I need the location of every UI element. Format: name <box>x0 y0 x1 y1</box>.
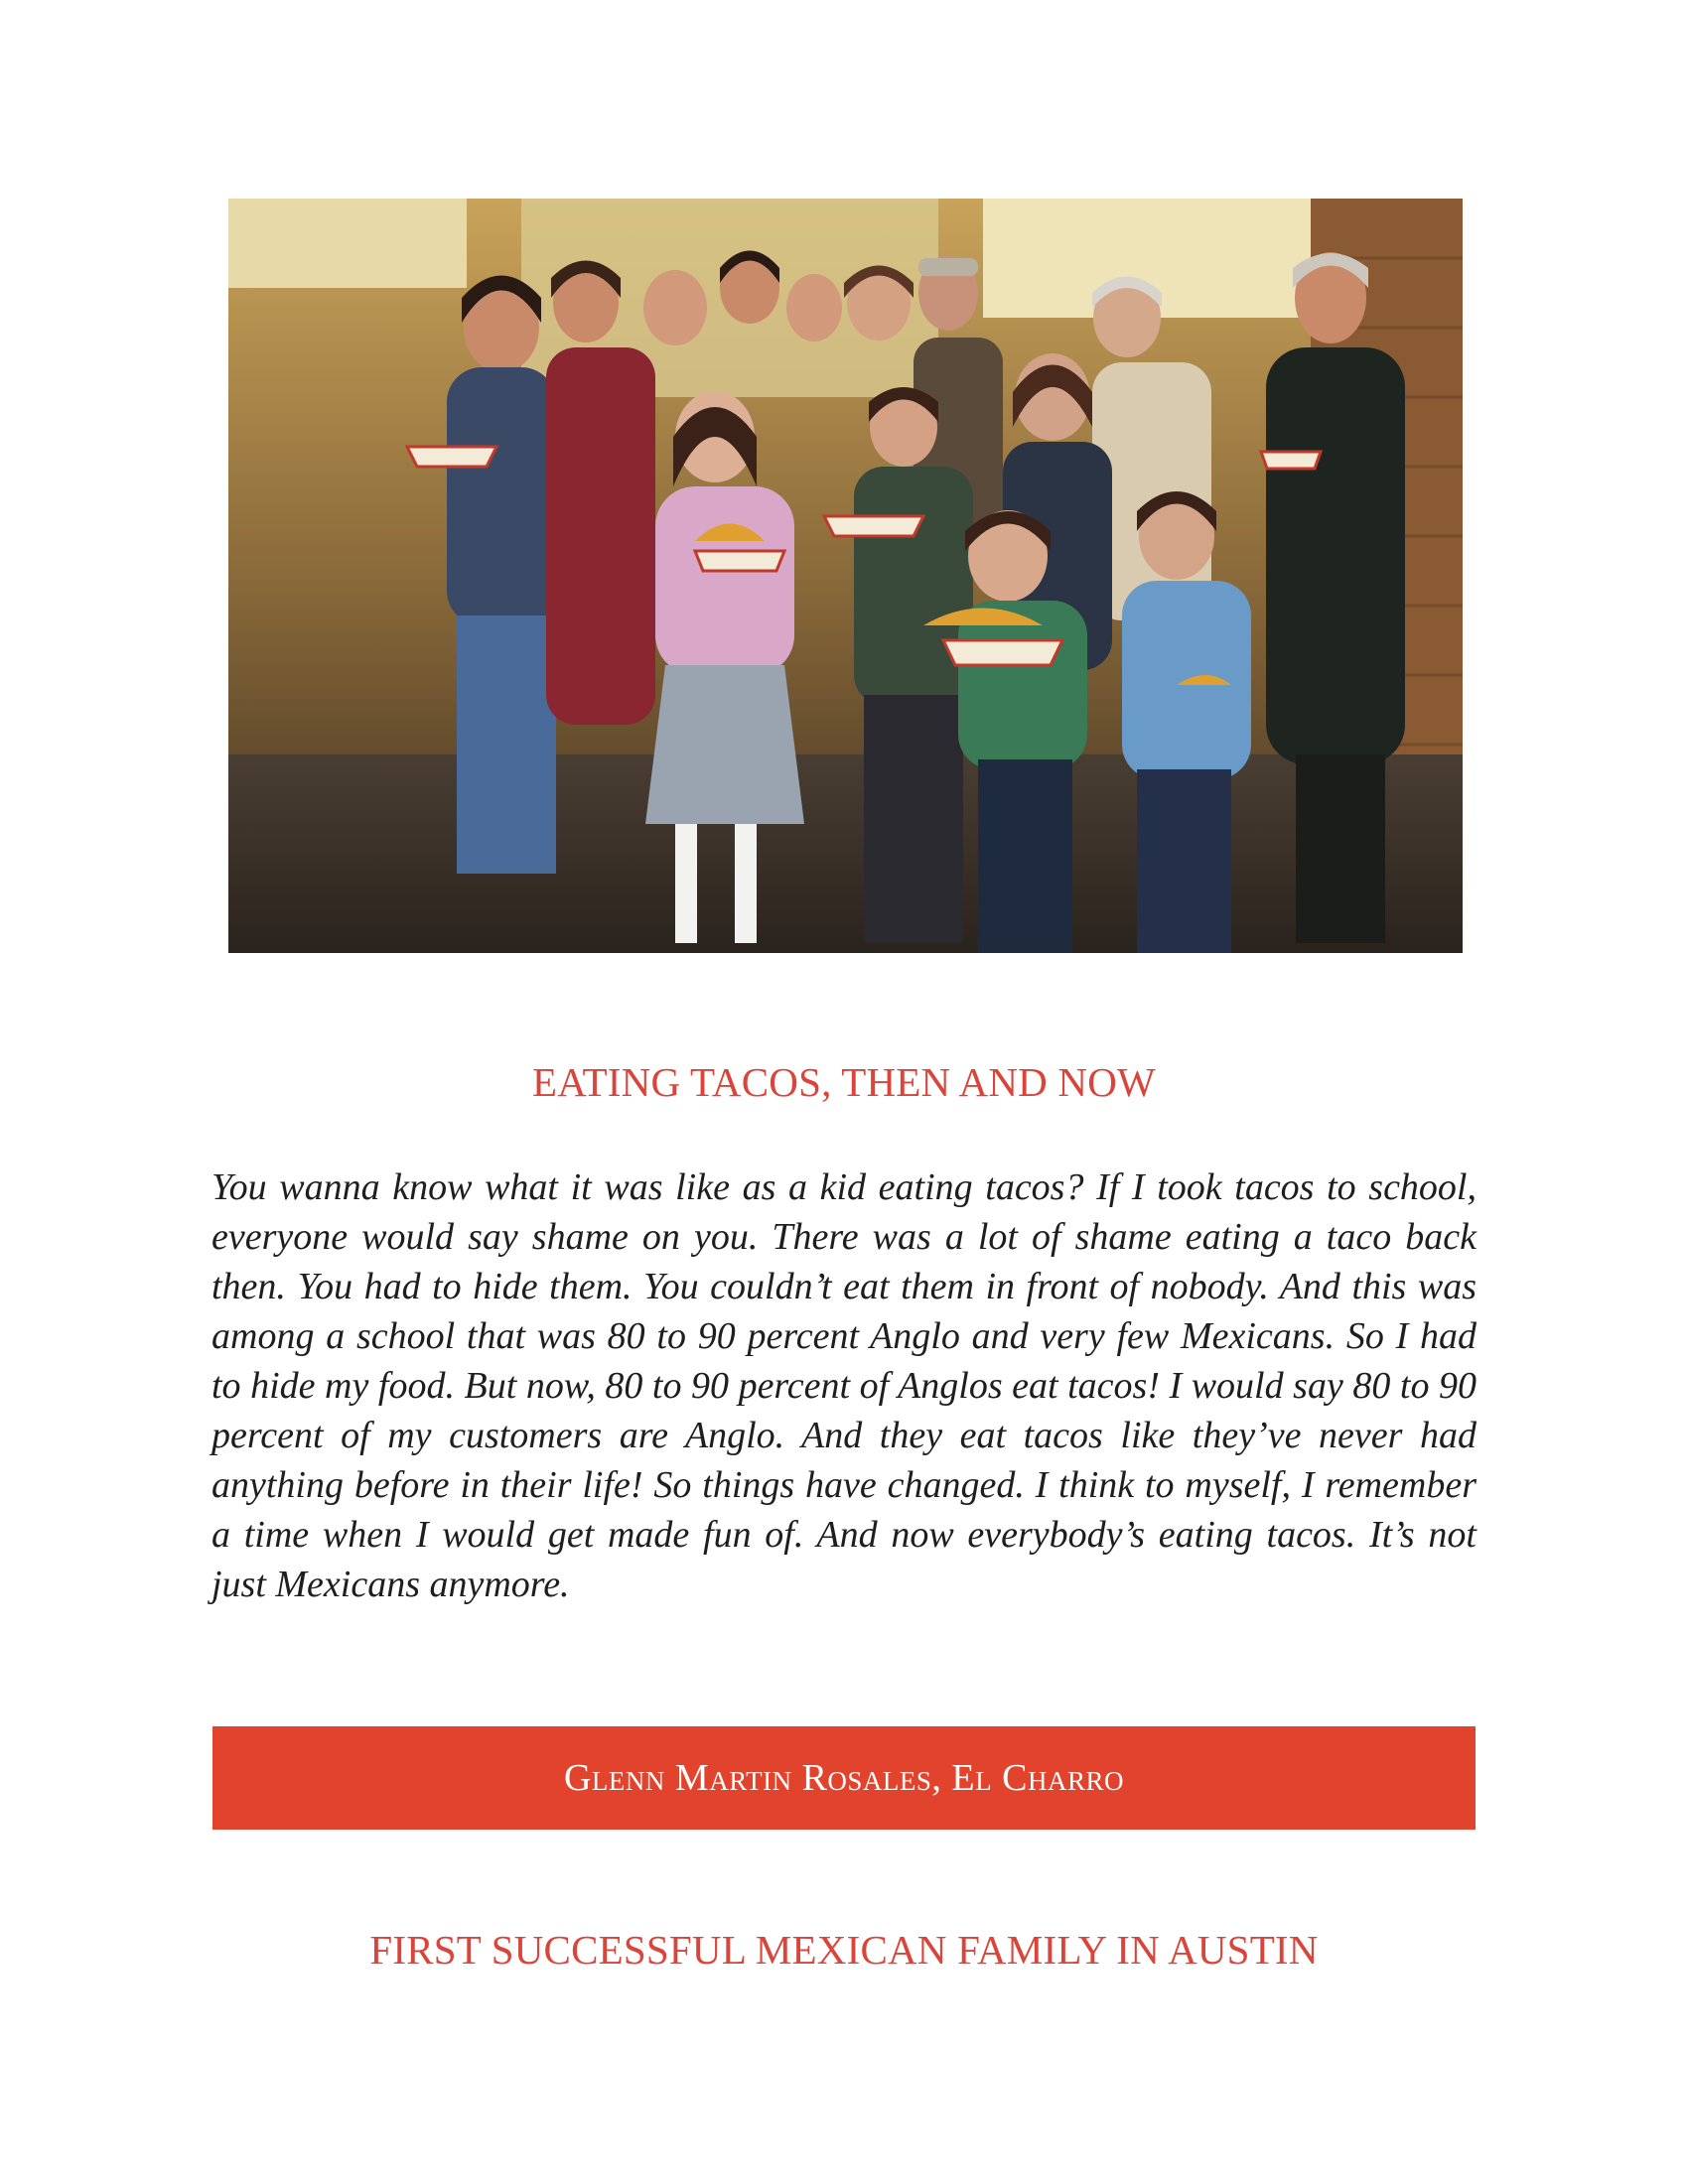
family-photo <box>228 199 1463 953</box>
attribution-text: Glenn Martin Rosales, El Charro <box>563 1757 1124 1799</box>
family-photo-illustration <box>228 199 1463 953</box>
section-heading: EATING TACOS, THEN AND NOW <box>532 1059 1156 1105</box>
quote-paragraph: You wanna know what it was like as a kid eating tacos? If I took tacos to school, everyone would say shame on you. There was a lot of shame eating a taco back then. You had to hide them. You couldn’t eat them in front of nobody. And this was among a school that was 80 to 90 percent Anglo and very few Mexicans. So I had to hide my food. But now, 80 to 90 percent of Anglos eat tacos! I would say 80 to 90 percent of my customers are Anglo. And they eat tacos like they’ve never had anything before in their life! So things have changed. I think to myself, I remember a time when I would get made fun of. And now everybody’s eating tacos. It’s not just Mexicans anymore. <box>211 1166 1477 1605</box>
next-section-heading: FIRST SUCCESSFUL MEXICAN FAMILY IN AUSTIN <box>369 1927 1319 1973</box>
attribution-banner <box>212 1726 1476 1830</box>
